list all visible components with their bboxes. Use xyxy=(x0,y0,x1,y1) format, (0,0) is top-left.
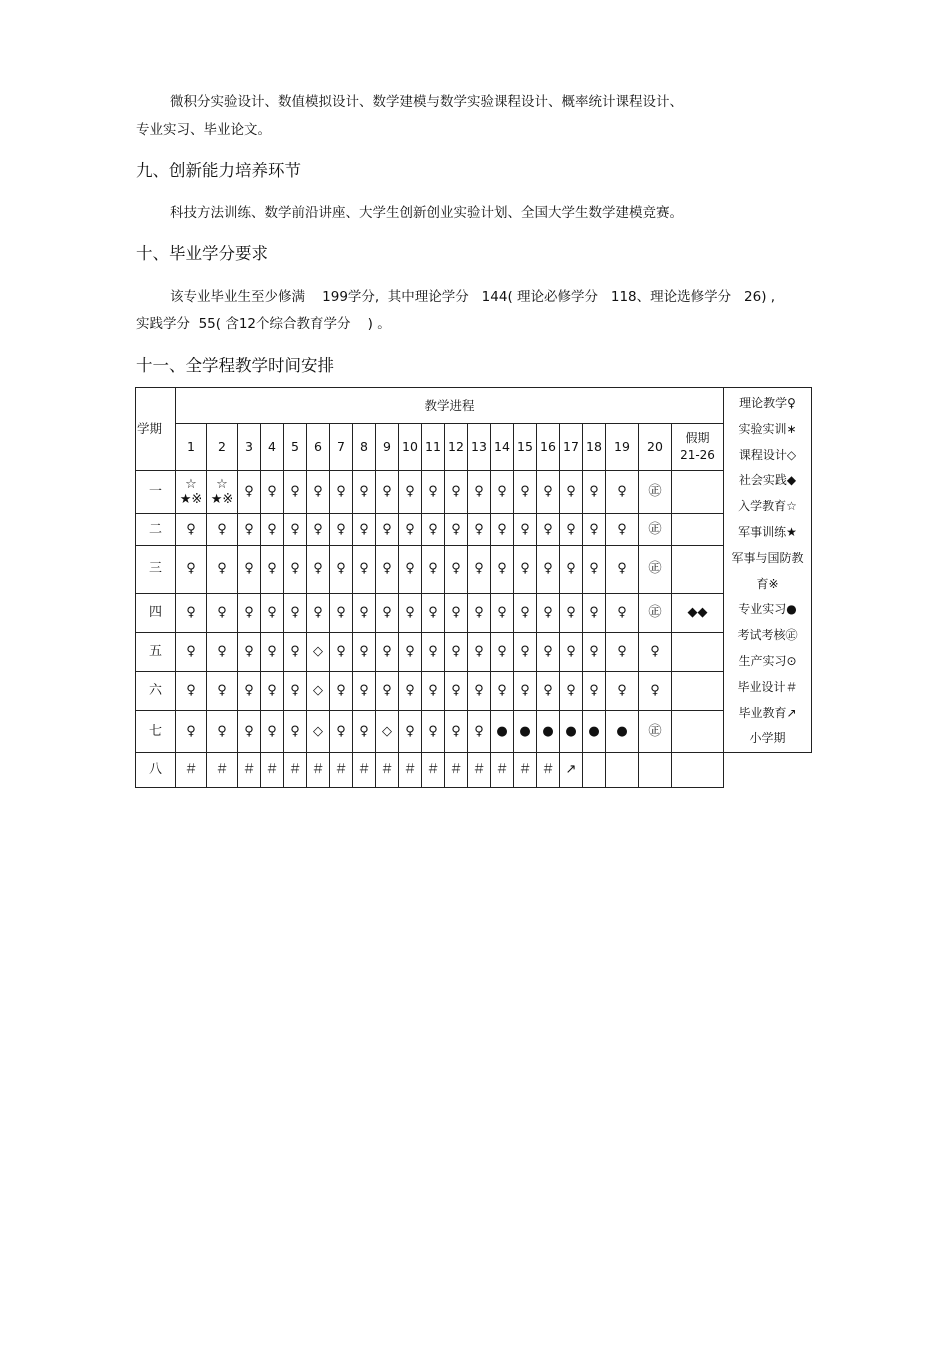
week-number: 7 xyxy=(330,424,353,471)
legend-item: 实验实训∗ xyxy=(738,421,797,436)
holiday-header xyxy=(672,424,724,471)
section-10-line-2: 实践学分 55( 含12个综合教育学分 ) 。 xyxy=(136,316,391,332)
legend-item: 考试考核㊣ xyxy=(737,628,798,643)
week-cell: ♀ xyxy=(606,514,639,546)
week-number: 5 xyxy=(284,424,307,471)
week-cell: ♀ xyxy=(468,593,491,632)
week-cell: ＃ xyxy=(284,753,307,788)
week-cell: ♀ xyxy=(606,593,639,632)
week-cell: ● xyxy=(514,711,537,753)
week-cell: ♀ xyxy=(583,514,606,546)
week-cell: ♀ xyxy=(207,546,238,594)
week-cell: ♀ xyxy=(560,632,583,672)
week-cell: ♀ xyxy=(353,672,376,711)
week-number: 13 xyxy=(468,424,491,471)
week-number: 10 xyxy=(399,424,422,471)
semester-label: 三 xyxy=(136,546,176,594)
week-number: 14 xyxy=(491,424,514,471)
week-cell: ＃ xyxy=(307,753,330,788)
week-cell xyxy=(606,753,639,788)
legend-item: 毕业设计＃ xyxy=(737,679,798,694)
week-cell: ＃ xyxy=(330,753,353,788)
week-cell: ♀ xyxy=(445,593,468,632)
week-cell: ♀ xyxy=(514,514,537,546)
week-cell: ♀ xyxy=(468,672,491,711)
practice-items-line-1: 微积分实验设计、数值模拟设计、数学建模与数学实验课程设计、概率统计课程设计、 xyxy=(170,94,683,110)
semester-row xyxy=(136,546,812,594)
week-number: 8 xyxy=(353,424,376,471)
legend-item: 社会实践◆ xyxy=(738,473,797,488)
week-cell: ♀ xyxy=(376,546,399,594)
week-cell: ♀ xyxy=(353,471,376,514)
week-cell: ♀ xyxy=(307,593,330,632)
week-cell: ◇ xyxy=(307,711,330,753)
week-cell: ♀ xyxy=(376,471,399,514)
week-cell xyxy=(583,753,606,788)
week-cell: ♀ xyxy=(238,514,261,546)
week-cell: ♀ xyxy=(445,514,468,546)
semester-label: 一 xyxy=(136,471,176,514)
section-10-heading: 十、毕业学分要求 xyxy=(136,244,268,263)
week-cell: ♀ xyxy=(353,593,376,632)
semester-label: 八 xyxy=(136,753,176,788)
week-cell: ♀ xyxy=(583,546,606,594)
week-cell: ♀ xyxy=(307,471,330,514)
week-cell: ♀ xyxy=(491,471,514,514)
week-cell: ＃ xyxy=(399,753,422,788)
week-cell xyxy=(639,753,672,788)
week-cell: ♀ xyxy=(422,546,445,594)
legend-item: 课程设计◇ xyxy=(738,447,797,462)
week-cell: ♀ xyxy=(560,514,583,546)
week-cell: ＃ xyxy=(537,753,560,788)
week-cell: ♀ xyxy=(514,672,537,711)
legend-item: 理论教学♀ xyxy=(739,396,796,410)
week-number: 2 xyxy=(207,424,238,471)
semester-row xyxy=(136,632,812,672)
week-cell: ♀ xyxy=(537,514,560,546)
week-number: 1 xyxy=(176,424,207,471)
week-cell: ● xyxy=(537,711,560,753)
semester-row xyxy=(136,711,812,753)
holiday-cell xyxy=(672,632,724,672)
week-cell: ♀ xyxy=(261,593,284,632)
week-cell: ♀ xyxy=(560,593,583,632)
week-cell: ＃ xyxy=(353,753,376,788)
week-cell: ♀ xyxy=(422,514,445,546)
week-cell: ☆ ★※ xyxy=(176,471,207,514)
semester-row xyxy=(136,672,812,711)
week-cell: ♀ xyxy=(330,672,353,711)
section-9-body: 科技方法训练、数学前沿讲座、大学生创新创业实验计划、全国大学生数学建模竞赛。 xyxy=(170,205,683,221)
week-cell: ＃ xyxy=(261,753,284,788)
semester-row xyxy=(136,593,812,632)
week-cell: ♀ xyxy=(583,471,606,514)
week-cell: ♀ xyxy=(207,514,238,546)
holiday-header-top: 假期 xyxy=(685,431,710,446)
week-cell: ♀ xyxy=(445,546,468,594)
week-cell: ♀ xyxy=(261,632,284,672)
week-cell: ♀ xyxy=(422,672,445,711)
holiday-header-bottom: 21-26 xyxy=(680,448,715,463)
week-cell: ♀ xyxy=(606,471,639,514)
week-cell: ♀ xyxy=(284,632,307,672)
week-cell: ♀ xyxy=(537,546,560,594)
week-cell: ↗ xyxy=(560,753,583,788)
legend-item: 生产实习⊙ xyxy=(738,653,797,668)
week-cell: ♀ xyxy=(284,471,307,514)
week-cell: ● xyxy=(560,711,583,753)
legend-item: 军事训练★ xyxy=(738,524,797,539)
week-number-row xyxy=(136,424,812,471)
week-cell: ● xyxy=(491,711,514,753)
week-cell: ♀ xyxy=(176,546,207,594)
week-cell: ♀ xyxy=(445,471,468,514)
week-cell: ♀ xyxy=(583,593,606,632)
week-cell: ♀ xyxy=(491,546,514,594)
week-number: 4 xyxy=(261,424,284,471)
week-cell: ♀ xyxy=(468,632,491,672)
practice-items-line-2: 专业实习、毕业论文。 xyxy=(136,122,271,138)
holiday-cell: ◆◆ xyxy=(672,593,724,632)
week-cell: ♀ xyxy=(399,546,422,594)
week-cell: ◇ xyxy=(307,672,330,711)
holiday-cell xyxy=(672,514,724,546)
week-cell: ＃ xyxy=(491,753,514,788)
semester-label: 六 xyxy=(136,672,176,711)
week-number: 12 xyxy=(445,424,468,471)
week-cell: ♀ xyxy=(583,672,606,711)
legend-item: 专业实习● xyxy=(738,602,797,617)
week-cell: ♀ xyxy=(261,514,284,546)
week-cell: ♀ xyxy=(422,711,445,753)
week-cell: ♀ xyxy=(376,672,399,711)
semester-label: 七 xyxy=(136,711,176,753)
week-cell: ♀ xyxy=(399,593,422,632)
week-cell: ♀ xyxy=(376,514,399,546)
week-cell: ♀ xyxy=(330,711,353,753)
week-cell: ♀ xyxy=(330,632,353,672)
week-cell: ♀ xyxy=(639,672,672,711)
week-cell: ＃ xyxy=(176,753,207,788)
legend-item: 育※ xyxy=(756,576,779,591)
week-cell: ♀ xyxy=(468,514,491,546)
week-cell: ♀ xyxy=(468,471,491,514)
week-cell: ♀ xyxy=(238,672,261,711)
week-number: 11 xyxy=(422,424,445,471)
week-number: 6 xyxy=(307,424,330,471)
week-cell: ♀ xyxy=(330,546,353,594)
week-cell: ♀ xyxy=(376,632,399,672)
week-cell: ♀ xyxy=(284,672,307,711)
week-cell: ♀ xyxy=(422,471,445,514)
week-number: 19 xyxy=(606,424,639,471)
week-cell: ♀ xyxy=(207,672,238,711)
week-cell: ♀ xyxy=(537,471,560,514)
week-cell: ♀ xyxy=(639,632,672,672)
week-number: 18 xyxy=(583,424,606,471)
holiday-cell xyxy=(672,753,724,788)
week-cell: ♀ xyxy=(330,593,353,632)
semester-label: 四 xyxy=(136,593,176,632)
week-cell: ♀ xyxy=(560,546,583,594)
week-cell: ♀ xyxy=(353,546,376,594)
week-cell: ♀ xyxy=(238,711,261,753)
week-number: 15 xyxy=(514,424,537,471)
week-cell: ♀ xyxy=(238,546,261,594)
week-cell: ♀ xyxy=(238,593,261,632)
progress-header-row xyxy=(136,388,812,424)
holiday-cell xyxy=(672,546,724,594)
week-cell: ● xyxy=(606,711,639,753)
week-cell: ◇ xyxy=(376,711,399,753)
week-cell: ＃ xyxy=(207,753,238,788)
week-cell: ㊣ xyxy=(639,546,672,594)
week-cell: ♀ xyxy=(560,672,583,711)
progress-header: 教学进程 xyxy=(176,388,724,424)
week-cell: ☆ ★※ xyxy=(207,471,238,514)
week-cell: ♀ xyxy=(307,546,330,594)
week-number: 20 xyxy=(639,424,672,471)
week-cell: ♀ xyxy=(261,711,284,753)
week-cell: ♀ xyxy=(514,546,537,594)
holiday-cell xyxy=(672,672,724,711)
week-cell: ♀ xyxy=(583,632,606,672)
week-cell: ♀ xyxy=(399,632,422,672)
semester-row xyxy=(136,471,812,514)
week-number: 16 xyxy=(537,424,560,471)
semester-row xyxy=(136,753,812,788)
week-cell: ♀ xyxy=(284,593,307,632)
week-cell: ♀ xyxy=(399,514,422,546)
week-cell: ♀ xyxy=(606,546,639,594)
section-11-heading: 十一、全学程教学时间安排 xyxy=(136,356,334,375)
week-cell: ♀ xyxy=(207,593,238,632)
week-cell: ♀ xyxy=(537,632,560,672)
week-cell: ＃ xyxy=(376,753,399,788)
week-cell: ♀ xyxy=(560,471,583,514)
legend-item: 军事与国防教 xyxy=(731,550,804,565)
week-cell: ♀ xyxy=(514,471,537,514)
week-cell: ㊣ xyxy=(639,514,672,546)
week-cell: ♀ xyxy=(537,593,560,632)
week-cell: ♀ xyxy=(207,711,238,753)
week-cell: ♀ xyxy=(176,672,207,711)
week-cell: ♀ xyxy=(238,632,261,672)
week-cell: ♀ xyxy=(207,632,238,672)
week-cell: ♀ xyxy=(176,711,207,753)
semester-label: 五 xyxy=(136,632,176,672)
holiday-cell xyxy=(672,471,724,514)
week-cell: ♀ xyxy=(491,672,514,711)
week-cell: ♀ xyxy=(353,514,376,546)
week-cell: ♀ xyxy=(399,711,422,753)
week-number: 9 xyxy=(376,424,399,471)
week-cell: ㊣ xyxy=(639,593,672,632)
week-cell: ◇ xyxy=(307,632,330,672)
week-cell: ＃ xyxy=(238,753,261,788)
teaching-schedule-table xyxy=(135,387,812,788)
week-cell: ♀ xyxy=(353,711,376,753)
week-cell: ♀ xyxy=(176,593,207,632)
holiday-cell xyxy=(672,711,724,753)
week-cell: ♀ xyxy=(514,632,537,672)
week-cell: ♀ xyxy=(284,711,307,753)
section-10-line-1: 该专业毕业生至少修满 199学分, 其中理论学分 144( 理论必修学分 118、理论选修学分 26) , xyxy=(170,289,776,305)
week-cell: ♀ xyxy=(307,514,330,546)
week-cell: ♀ xyxy=(330,471,353,514)
section-9-heading: 九、创新能力培养环节 xyxy=(136,161,301,180)
week-cell: ♀ xyxy=(445,672,468,711)
week-cell: ＃ xyxy=(422,753,445,788)
week-cell: ♀ xyxy=(422,632,445,672)
legend-item: 小学期 xyxy=(749,731,786,746)
week-cell: ㊣ xyxy=(639,471,672,514)
week-cell: ♀ xyxy=(491,514,514,546)
week-cell: ㊣ xyxy=(639,711,672,753)
week-cell: ♀ xyxy=(537,672,560,711)
week-cell: ♀ xyxy=(491,593,514,632)
week-cell: ＃ xyxy=(445,753,468,788)
week-cell: ♀ xyxy=(399,471,422,514)
week-cell: ♀ xyxy=(176,632,207,672)
week-cell: ♀ xyxy=(468,546,491,594)
week-cell: ♀ xyxy=(445,711,468,753)
week-cell: ♀ xyxy=(606,672,639,711)
week-cell: ♀ xyxy=(176,514,207,546)
week-cell: ♀ xyxy=(514,593,537,632)
week-cell: ♀ xyxy=(330,514,353,546)
week-cell: ＃ xyxy=(514,753,537,788)
legend xyxy=(724,388,812,753)
week-cell: ♀ xyxy=(353,632,376,672)
week-cell: ♀ xyxy=(284,546,307,594)
week-cell: ♀ xyxy=(261,672,284,711)
week-cell: ♀ xyxy=(491,632,514,672)
semester-row xyxy=(136,514,812,546)
legend-item: 入学教育☆ xyxy=(738,499,797,514)
week-cell: ＃ xyxy=(468,753,491,788)
week-number: 17 xyxy=(560,424,583,471)
week-cell: ♀ xyxy=(261,471,284,514)
week-cell: ♀ xyxy=(284,514,307,546)
semester-header: 学期 xyxy=(136,388,176,471)
week-cell: ♀ xyxy=(606,632,639,672)
week-cell: ♀ xyxy=(422,593,445,632)
week-cell: ♀ xyxy=(261,546,284,594)
legend-item: 毕业教育↗ xyxy=(738,705,797,720)
week-cell: ♀ xyxy=(445,632,468,672)
week-cell: ♀ xyxy=(376,593,399,632)
semester-label: 二 xyxy=(136,514,176,546)
week-cell: ♀ xyxy=(238,471,261,514)
week-cell: ♀ xyxy=(468,711,491,753)
week-number: 3 xyxy=(238,424,261,471)
week-cell: ● xyxy=(583,711,606,753)
week-cell: ♀ xyxy=(399,672,422,711)
